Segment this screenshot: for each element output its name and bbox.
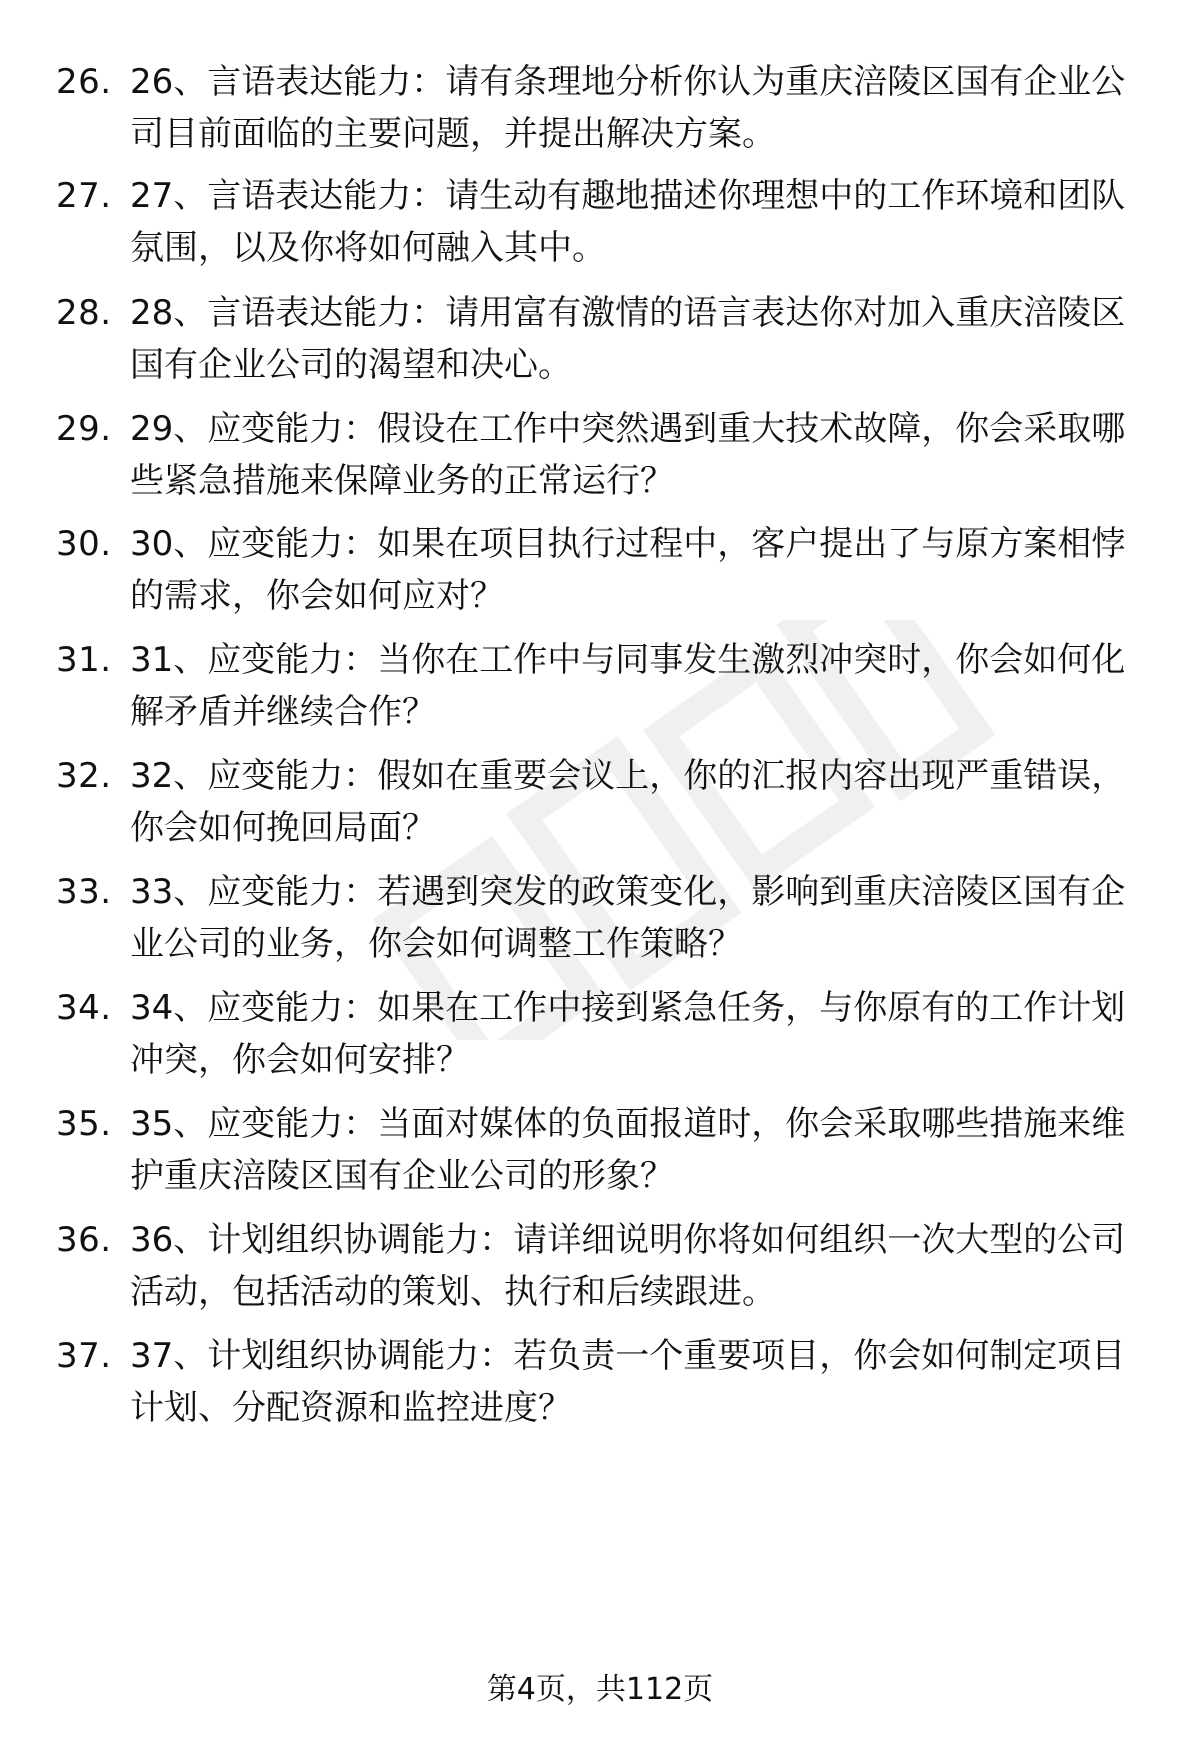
list-item xyxy=(0,403,1200,523)
item-text: 33、应变能力：若遇到突发的政策变化，影响到重庆涪陵区国有企业公司的业务，你会如何调整工作策略？ xyxy=(130,872,1126,964)
item-text: 26、言语表达能力：请有条理地分析你认为重庆涪陵区国有企业公司目前面临的主要问题，并提出解决方案。 xyxy=(130,62,1126,154)
item-number: 34. xyxy=(56,988,112,1028)
list-item xyxy=(0,634,1200,754)
list-item xyxy=(0,1214,1200,1334)
item-text: 31、应变能力：当你在工作中与同事发生激烈冲突时，你会如何化解矛盾并继续合作？ xyxy=(130,640,1126,732)
list-item xyxy=(0,866,1200,986)
list-item xyxy=(0,287,1200,407)
list-item xyxy=(0,1330,1200,1450)
item-text: 34、应变能力：如果在工作中接到紧急任务，与你原有的工作计划冲突，你会如何安排？ xyxy=(130,988,1126,1080)
item-number: 31. xyxy=(56,640,112,680)
item-text: 27、言语表达能力：请生动有趣地描述你理想中的工作环境和团队氛围，以及你将如何融入其中。 xyxy=(130,176,1126,268)
list-item xyxy=(0,750,1200,870)
list-item xyxy=(0,982,1200,1102)
item-text: 29、应变能力：假设在工作中突然遇到重大技术故障，你会采取哪些紧急措施来保障业务的正常运行？ xyxy=(130,409,1126,501)
item-text: 35、应变能力：当面对媒体的负面报道时，你会采取哪些措施来维护重庆涪陵区国有企业公司的形象？ xyxy=(130,1104,1126,1196)
item-text: 28、言语表达能力：请用富有激情的语言表达你对加入重庆涪陵区国有企业公司的渴望和决心。 xyxy=(130,293,1126,385)
item-text: 37、计划组织协调能力：若负责一个重要项目，你会如何制定项目计划、分配资源和监控进度？ xyxy=(130,1336,1126,1428)
item-number: 32. xyxy=(56,756,112,796)
item-number: 28. xyxy=(56,293,112,333)
list-item xyxy=(0,56,1200,176)
item-number: 26. xyxy=(56,62,112,102)
item-number: 36. xyxy=(56,1220,112,1260)
list-item xyxy=(0,1098,1200,1218)
page-footer: 第4页，共112页 xyxy=(486,1672,714,1707)
list-item xyxy=(0,170,1200,290)
item-number: 29. xyxy=(56,409,112,449)
item-text: 32、应变能力：假如在重要会议上，你的汇报内容出现严重错误，你会如何挽回局面？ xyxy=(130,756,1126,848)
item-text: 30、应变能力：如果在项目执行过程中，客户提出了与原方案相悖的需求，你会如何应对？ xyxy=(130,524,1126,616)
item-text: 36、计划组织协调能力：请详细说明你将如何组织一次大型的公司活动，包括活动的策划、执行和后续跟进。 xyxy=(130,1220,1126,1312)
item-number: 33. xyxy=(56,872,112,912)
list-item xyxy=(0,518,1200,638)
item-number: 35. xyxy=(56,1104,112,1144)
item-number: 27. xyxy=(56,176,112,216)
item-number: 30. xyxy=(56,524,112,564)
item-number: 37. xyxy=(56,1336,112,1376)
